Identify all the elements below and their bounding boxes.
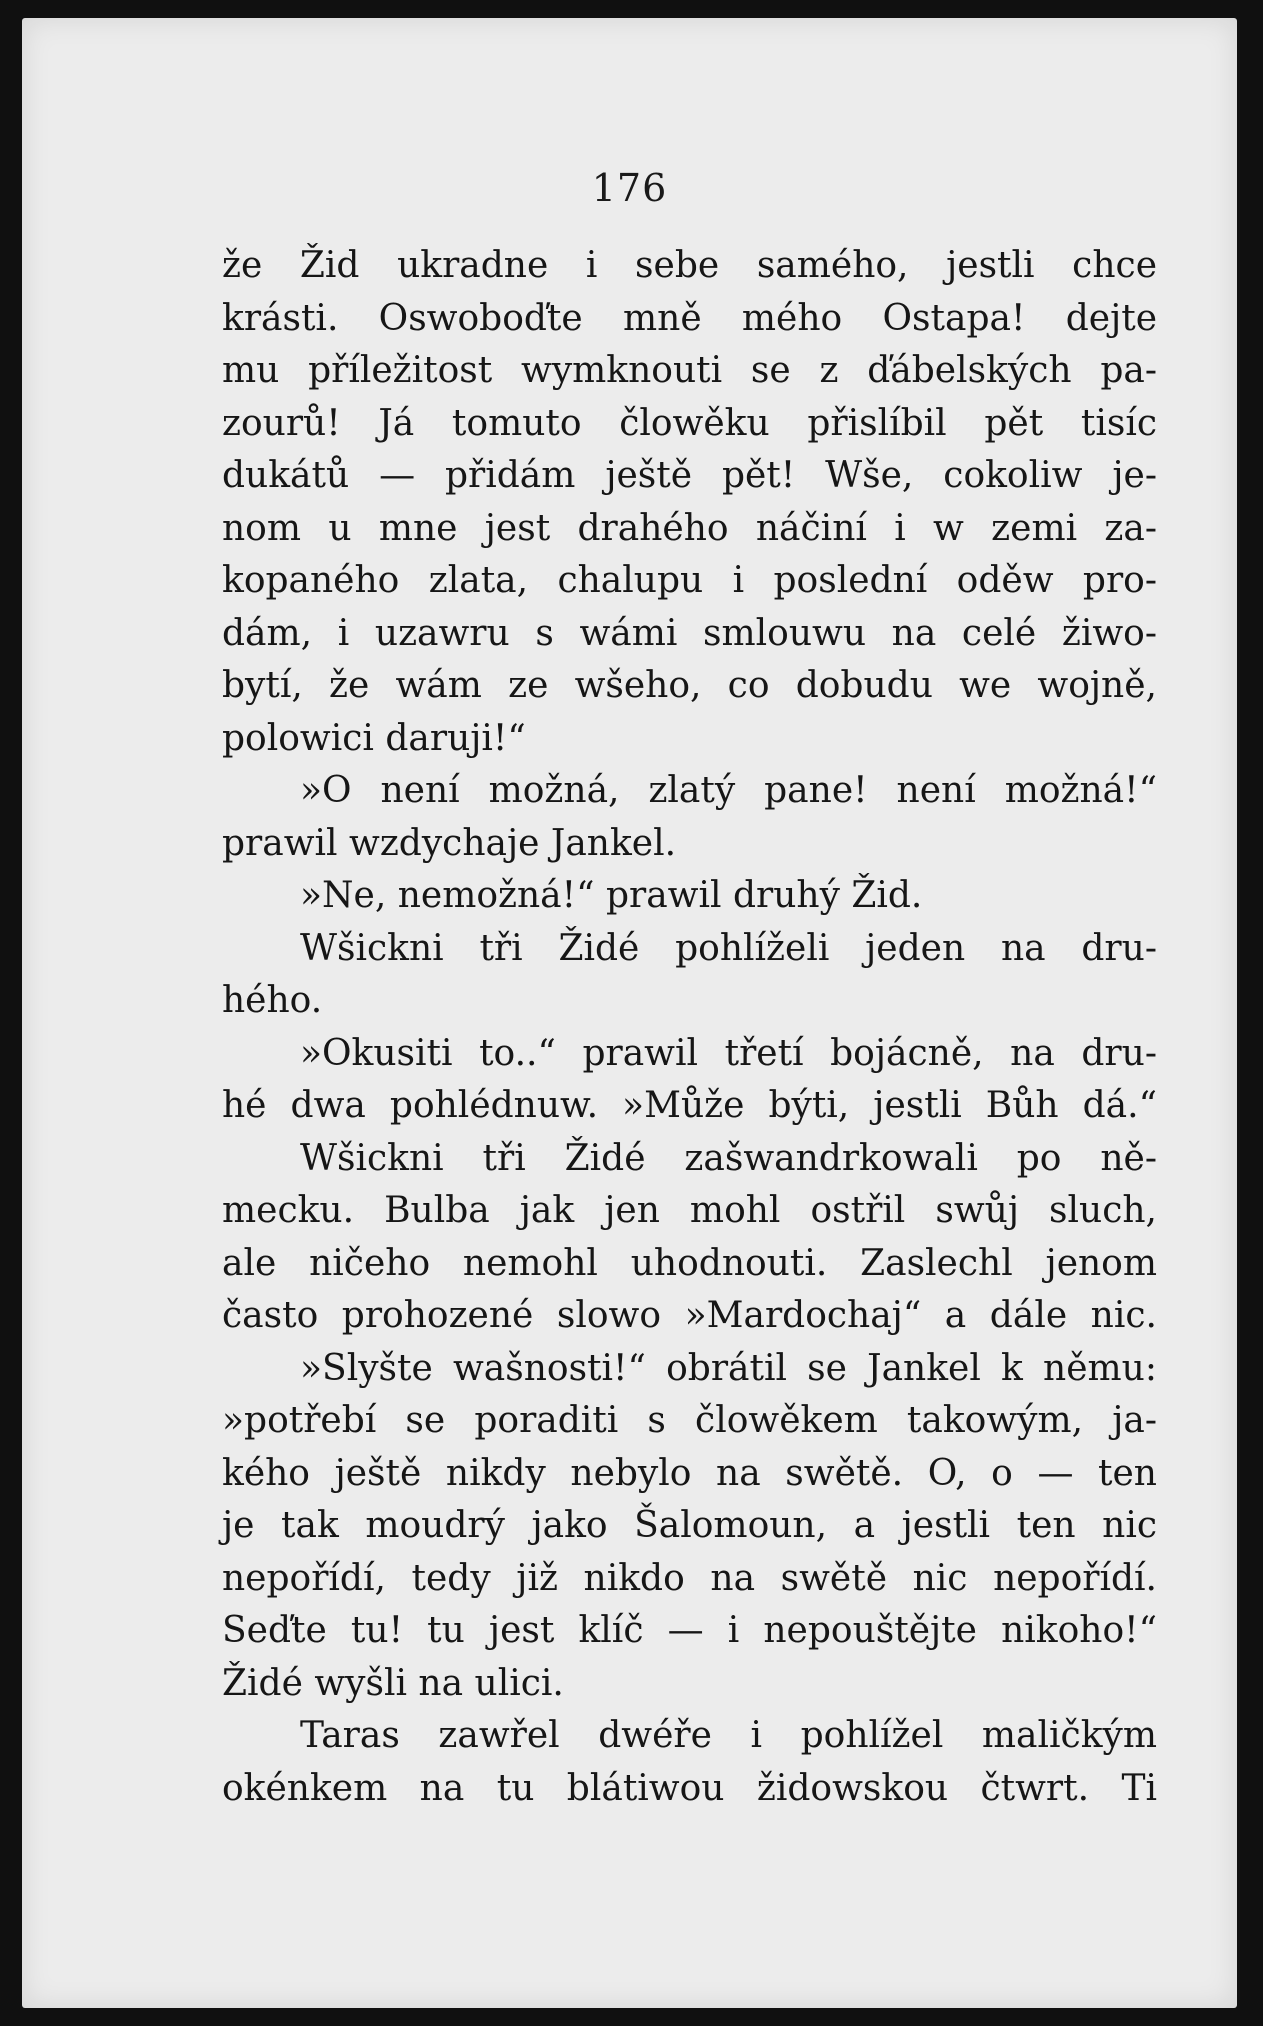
text-line: hého. [222, 980, 323, 1021]
text-line: že Žid ukradne i sebe samého, jestli chce [222, 245, 1157, 286]
text-line: nepořídí, tedy již nikdo na swětě nic nepořídí. [222, 1557, 1157, 1599]
text-line: Wšickni tři Židé pohlíželi jeden na dru- [300, 927, 1157, 969]
text-line: »Ne, nemožná!“ prawil druhý Žid. [300, 875, 923, 916]
text-line: polowici daruji!“ [222, 717, 526, 759]
text-line: prawil wzdychaje Jankel. [222, 822, 677, 864]
text-line: kopaného zlata, chalupu i poslední oděw pro- [222, 560, 1157, 601]
text-line: dukátů — přidám ještě pět! Wše, cokoliw je- [222, 455, 1157, 496]
book-page [22, 18, 1237, 2008]
text-line: kého ještě nikdy nebylo na swětě. O, o — ten [222, 1452, 1157, 1494]
page-body-text [222, 240, 1157, 1815]
text-line: často prohozené slowo »Mardochaj“ a dále nic. [222, 1295, 1157, 1336]
text-line: Židé wyšli na ulici. [222, 1662, 564, 1704]
text-line: »potřebí se poraditi s člowěkem takowým, ja- [222, 1400, 1157, 1441]
text-line: mecku. Bulba jak jen mohl ostřil swůj sluch, [222, 1190, 1157, 1231]
text-line: hé dwa pohlédnuw. »Může býti, jestli Bůh dá.“ [222, 1085, 1157, 1126]
text-line: dám, i uzawru s wámi smlouwu na celé žiwo- [222, 612, 1157, 654]
text-line: mu příležitost wymknouti se z ďábelských pa- [222, 350, 1157, 391]
text-line: »Slyšte wašnosti!“ obrátil se Jankel k němu: [300, 1347, 1157, 1389]
text-line: Seďte tu! tu jest klíč — i nepouštějte nikoho!“ [222, 1610, 1157, 1651]
text-line: »Okusiti to..“ prawil třetí bojácně, na dru- [300, 1032, 1157, 1074]
text-line: okénkem na tu blátiwou židowskou čtwrt. Ti [222, 1767, 1157, 1809]
text-line: »O není možná, zlatý pane! není možná!“ [300, 770, 1157, 811]
page-number: 176 [591, 166, 668, 210]
text-line: je tak moudrý jako Šalomoun, a jestli ten nic [222, 1505, 1157, 1546]
text-line: bytí, že wám ze wšeho, co dobudu we wojně, [222, 665, 1157, 706]
text-line: Taras zawřel dwéře i pohlížel maličkým [300, 1715, 1157, 1756]
text-line: krásti. Oswoboďte mně mého Ostapa! dejte [222, 297, 1157, 339]
text-line: ale ničeho nemohl uhodnouti. Zaslechl jenom [222, 1242, 1157, 1284]
text-line: Wšickni tři Židé zašwandrkowali po ně- [300, 1137, 1157, 1179]
text-line: nom u mne jest drahého náčiní i w zemi za- [222, 507, 1157, 549]
text-line: zourů! Já tomuto člowěku přislíbil pět tisíc [222, 402, 1157, 444]
